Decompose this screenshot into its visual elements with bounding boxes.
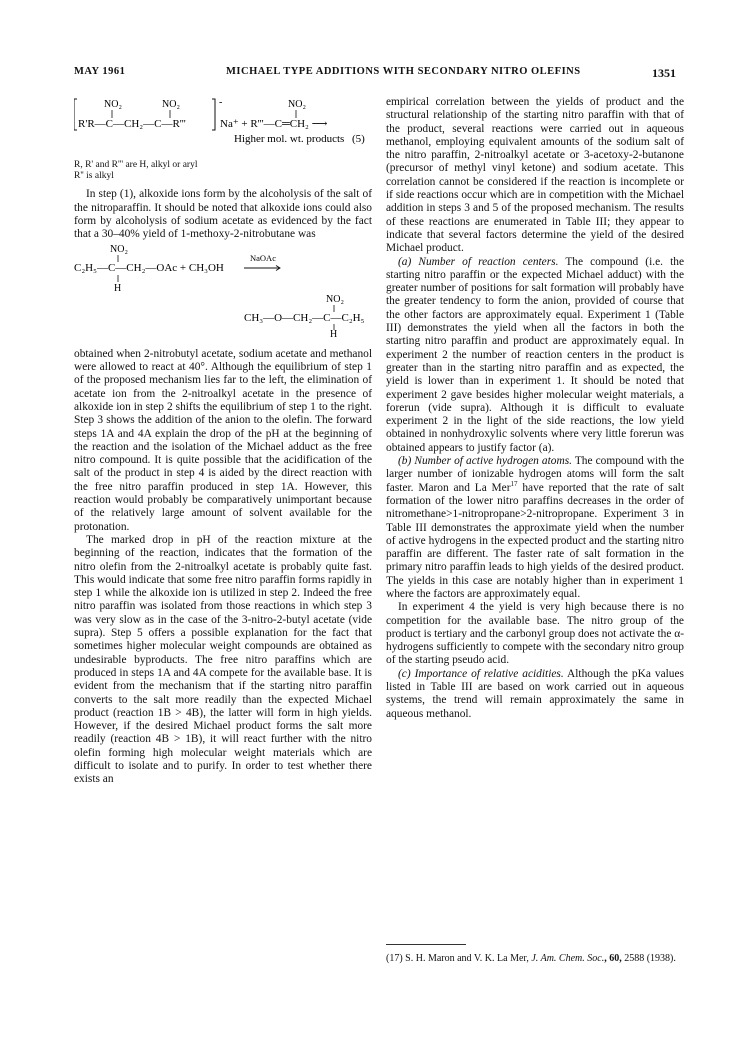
- paragraph-a-body: The compound (i.e. the starting nitro paraffin or the expected Michael adduct) with the greater number of positions for salt formation will probably have the greater tendency to form the anion, provided of course that the other factors are approximately equal. Experiment 1 (Table III) demonstrates the yield when all the factors in both the starting nitro paraffin and product are approximately equal. In experiment 2 the number of reaction centers in the product is greater than in the starting nitro paraffin and as expected, the yield is lower than in experiment 1. It should be noted that experiment 2 gave besides higher molecular weight materials, a forerun (vide supra). Although it is difficult to evaluate experiment 2 in the light of the side reactions, the low yield obtained in nonhydroxylic solvents where very little forerun was obtained appears to justify factor (a).: [386, 255, 684, 454]
- eq5-product: Higher mol. wt. products: [234, 133, 345, 145]
- eq5-salt-formula: R'R—C—CH₂—C—R''': [78, 118, 186, 130]
- paragraph-b-body-1: The compound with the larger number of ionizable hydrogen atoms will form the salt faster. Maron and La Mer: [386, 455, 684, 494]
- rxn-reagent: NaOAc: [250, 253, 276, 264]
- footnote-ref-17: 17: [510, 479, 518, 488]
- footnote-authors: S. H. Maron and V. K. La Mer,: [402, 953, 532, 964]
- right-paragraph-b: [386, 455, 684, 601]
- legend-line-2: R'' is alkyl: [74, 171, 114, 182]
- right-column: [386, 96, 684, 721]
- footnote-journal: J. Am. Chem. Soc.: [531, 953, 605, 964]
- running-header: [0, 66, 752, 82]
- rxn-h-product: H: [330, 329, 338, 338]
- left-paragraph-3: The marked drop in pH of the reaction mixture at the beginning of the reaction, indicates that the formation of the nitro olefin from the 2-nitroalkyl acetate is probably quite fast. This would indicate that some free nitro paraffin forms rapidly in step 1 while the alkoxide ion is utilized in step 2. Indeed the free nitro paraffin was isolated from those reactions in which step 3 was very slow as in the case of the 3-nitro-2-butyl acetate (vide supra). Step 5 offers a possible explanation for the fact that sometimes higher molecular weight compounds are obtained as undesirable byproducts. The free nitro paraffins which are produced in steps 1A and 4A compete for the available base. It is evident from the mechanism that if the starting nitro paraffin converts to the salt more readily than the expected Michael product (reaction 1B > 4B), the latter will form in high yields. However, if the desired Michael product forms the salt more readily (reaction 4B > 1B), it will react further with the nitro olefin forming high molecular weight materials which are difficult to isolate and to purify. In order to test whether there exists an: [74, 533, 372, 786]
- footnote-rule: [386, 944, 466, 945]
- paragraph-b-body-2: have reported that the rate of salt formation of the lower nitro paraffins decreases in the order of nitromethane>1-nitropropane>2-nitropropane. Experiment 3 in Table III demonstrates the approximate yield when the number of active hydrogens in the expected product and the starting nitro paraffin are different. The faster rate of salt formation in the primary nitro paraffin leads to high yields of the desired product. The yields in this case are notably higher than in experiment 1 where the factors are approximately equal.: [386, 481, 684, 600]
- heading-reaction-centers: (a) Number of reaction centers.: [398, 255, 559, 268]
- reaction-scheme: [74, 241, 372, 337]
- legend-line-1: R, R' and R''' are H, alkyl or aryl: [74, 160, 198, 171]
- heading-active-hydrogen: (b) Number of active hydrogen atoms.: [398, 455, 572, 468]
- footnote-marker: (17): [386, 953, 403, 964]
- header-title: MICHAEL TYPE ADDITIONS WITH SECONDARY NITRO OLEFINS: [226, 66, 581, 77]
- right-paragraph-1: empirical correlation between the yields of product and the structural relationship of the starting nitro paraffin with that of the product, several reactions were carried out in aqueous methanol, employing equivalent amounts of the sodium salt of the nitro paraffin, 2-nitroalkyl acetate or 3-acetoxy-2-butanone (precursor of methyl vinyl ketone) and sodium acetate. This correlation cannot be considered if the reaction is incomplete or if side reactions occur which are in competition with the Michael addition in steps 3 and 5 of the proposed mechanism. The results of these reactions are enumerated in Table III; they appear to indicate that several factors determine the yield of the desired Michael product.: [386, 96, 684, 255]
- eq5-charge: -: [219, 97, 223, 108]
- rxn-no2-top: NO₂: [110, 244, 128, 256]
- eq5-no2-a: NO₂: [104, 99, 122, 110]
- footnote-pages: 2588 (1938).: [621, 953, 676, 964]
- eq5-no2-b: NO₂: [162, 99, 180, 110]
- footnote-volume: , 60,: [604, 953, 622, 964]
- footnote-17: [386, 953, 684, 965]
- eq5-reagent: Na⁺ + R'''—C═CH₂ ⟶: [220, 118, 328, 130]
- header-date: MAY 1961: [74, 66, 126, 77]
- left-paragraph-1: In step (1), alkoxide ions form by the alcoholysis of the salt of the nitroparaffin. It should be noted that alkoxide ions could also form by alcoholysis of sodium acetate as evidenced by the fact that a 30–40% yield of 1-methoxy-2-nitrobutane was: [74, 188, 372, 241]
- right-paragraph-4: In experiment 4 the yield is very high because there is no competition for the available base. The nitro group of the product is tertiary and the carbonyl group does not activate the α-hydrogens sufficiently to compete with the secondary nitro group of the starting pseudo acid.: [386, 601, 684, 667]
- eq5-number: (5): [352, 133, 365, 145]
- left-paragraph-2: obtained when 2-nitrobutyl acetate, sodium acetate and methanol were allowed to react at 40°. Although the equilibrium of step 1 of the proposed mechanism lies far to the left, the elimination of acetate ion from the 2-nitroalkyl acetate in the presence of alkoxide ion in step 2 shifts the equilibrium of step 1 to the right. Step 3 shows the addition of the anion to the olefin. The forward steps 1A and 4A explain the drop of the pH at the beginning of the reaction and the isolation of the Michael adduct as the free nitro compound. It is quite possible that the acidification of the salt of the product in step 4 is aided by the direct reaction with the free nitro paraffin produced in step 1A. However, this reaction would probably be comparatively unimportant because of the relatively large amount of solvent available for the protonation.: [74, 347, 372, 533]
- rxn-product: CH₃—O—CH₂—C—C₂H₅: [244, 312, 365, 325]
- rxn-reactant: C₂H₅—C—CH₂—OAc + CH₃OH: [74, 262, 224, 275]
- left-column: [74, 96, 372, 787]
- heading-relative-acidities: (c) Importance of relative acidities.: [398, 667, 564, 680]
- right-paragraph-c: [386, 668, 684, 721]
- right-paragraph-a: [386, 256, 684, 455]
- rxn-h-left: H: [114, 283, 122, 295]
- rxn-no2-product: NO₂: [326, 294, 344, 306]
- eq5-no2-c: NO₂: [288, 99, 306, 110]
- page-number: 1351: [652, 66, 676, 80]
- paragraph-c-body: Although the pKa values listed in Table III are based on work carried out in aqueous systems, the trend will remain approximately the same in aqueous methanol.: [386, 667, 684, 720]
- equation-5: [74, 96, 372, 154]
